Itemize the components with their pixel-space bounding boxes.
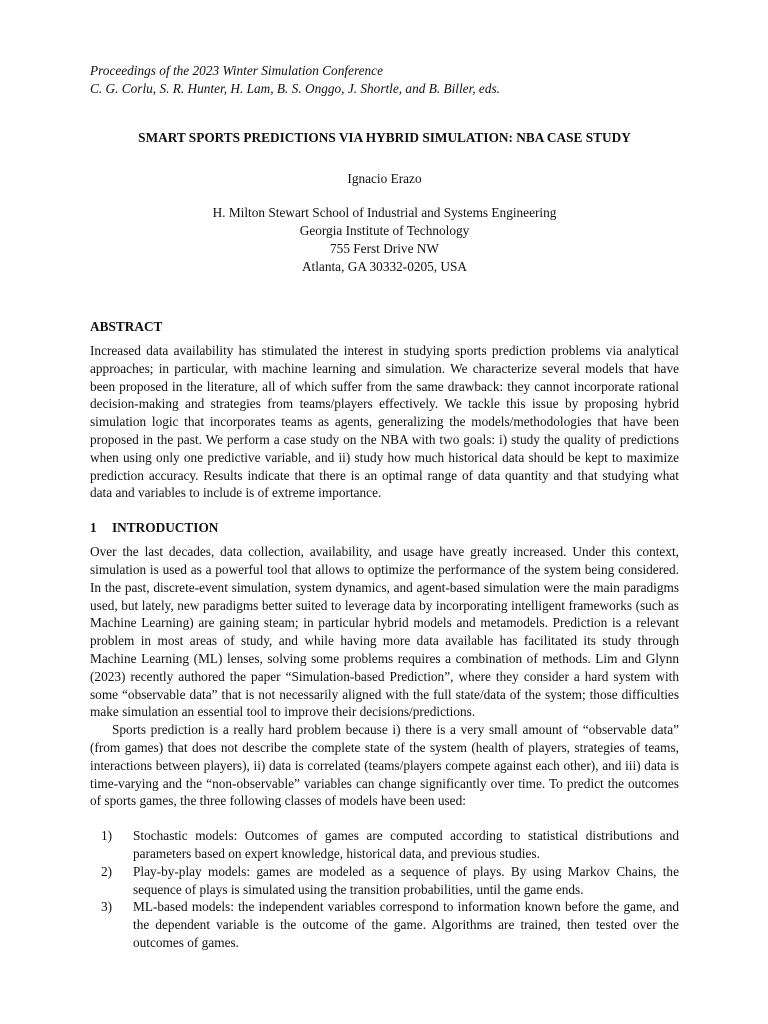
introduction-heading <box>90 519 679 537</box>
proceedings-line-2: C. G. Corlu, S. R. Hunter, H. Lam, B. S. Onggo, J. Shortle, and B. Biller, eds. <box>90 81 500 96</box>
proceedings-header <box>90 62 679 98</box>
list-item-number: 1) <box>101 828 113 844</box>
model-classes-list <box>90 827 679 952</box>
affiliation-line: H. Milton Stewart School of Industrial and Systems Engineering <box>212 205 557 220</box>
list-item-text: Stochastic models: Outcomes of games are computed according to statistical distributions and parameters based on expert knowledge, historical data, and previous studies. <box>133 828 679 861</box>
paper-title: SMART SPORTS PREDICTIONS VIA HYBRID SIMULATION: NBA CASE STUDY <box>138 130 631 145</box>
affiliation-line: Atlanta, GA 30332-0205, USA <box>301 259 468 274</box>
intro-paragraph-1: Over the last decades, data collection, availability, and usage have greatly increased. Under this context, simulation is used as a powerful tool that allows to optimize the performance of the system being considered. In the past, discrete-event simulation, system dynamics, and agent-based simulation were the main paradigms used, but lately, new paradigms better suited to leverage data by incorporating intelligent frameworks (such as Machine Learning) are gaining steam; in particular hybrid models and metamodels. Prediction is a relevant problem in most areas of study, and while having more data available has facilitated its study through Machine Learning (ML) lenses, solving some problems requires a combination of methods. Lim and Glynn (2023) recently authored the paper “Simulation-based Prediction”, where they consider a hard system with some “observable data” that is not necessarily aligned with the full state/data of the system; those difficulties make simulation an essential tool to improve their decisions/predictions. <box>90 544 679 720</box>
abstract-text: Increased data availability has stimulated the interest in studying sports prediction problems via analytical approaches; in particular, with machine learning and simulation. We characterize several models that have been proposed in the literature, all of which suffer from the same drawback: they cannot incorporate rational decision-making and strategies from teams/players effectively. We tackle this issue by proposing hybrid simulation logic that incorporates teams as agents, generalizing the models/methodologies that have been proposed in the past. We perform a case study on the NBA with two goals: i) study the quality of predictions when using only one predictive variable, and ii) study how much historical data should be kept to maximize prediction accuracy. Results indicate that there is an optimal range of data quantity and that studying what data and variables to include is of extreme importance. <box>90 343 679 501</box>
affiliation-line: Georgia Institute of Technology <box>299 223 470 238</box>
section-number: 1 <box>90 520 97 536</box>
list-item <box>90 827 679 863</box>
list-item-number: 2) <box>101 863 113 879</box>
list-item-text: ML-based models: the independent variables correspond to information known before the game, and the dependent variable is the outcome of the game. Algorithms are trained, then tested over the outcomes of games. <box>133 899 679 950</box>
author-name: Ignacio Erazo <box>347 171 422 186</box>
proceedings-line-1: Proceedings of the 2023 Winter Simulation Conference <box>90 63 383 78</box>
author-affiliation <box>90 204 679 276</box>
intro-paragraph-2: Sports prediction is a really hard problem because i) there is a very small amount of “observable data” (from games) that does not describe the complete state of the system (health of players, strategies of teams, interactions between players), ii) data is correlated (teams/players compete against each other), and iii) data is time-varying and the “non-observable” variables can change significantly over time. To predict the outcomes of sports games, the three following classes of models have been used: <box>90 722 679 809</box>
list-item <box>90 863 679 899</box>
list-item-number: 3) <box>101 899 113 915</box>
affiliation-line: 755 Ferst Drive NW <box>330 241 439 256</box>
section-title: INTRODUCTION <box>112 520 219 536</box>
abstract-heading: ABSTRACT <box>90 319 163 334</box>
list-item-text: Play-by-play models: games are modeled as a sequence of plays. By using Markov Chains, the sequence of plays is simulated using the transition probabilities, until the game ends. <box>133 863 679 897</box>
list-item <box>90 898 679 951</box>
paper-page <box>90 62 679 952</box>
